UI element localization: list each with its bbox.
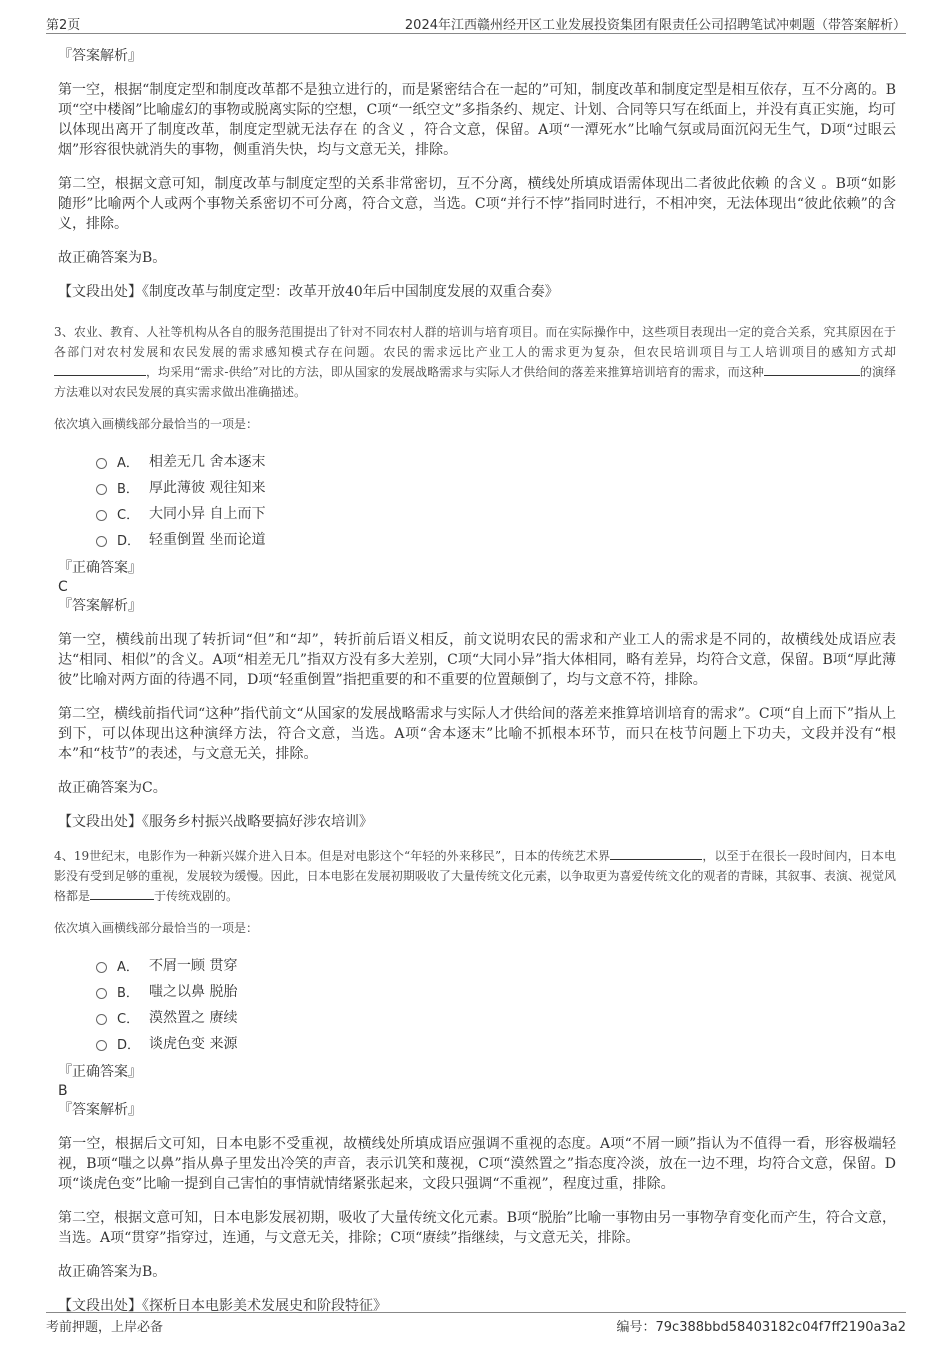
question-4-prompt: 依次填入画横线部分最恰当的一项是： (54, 921, 259, 935)
option-c[interactable]: C． 大同小异 自上而下 (96, 500, 896, 526)
page-footer (46, 1312, 906, 1334)
fill-blank-2 (764, 362, 860, 376)
q3-analysis-label: 『答案解析』 (58, 598, 142, 614)
option-d[interactable]: D． 谈虎色变 来源 (96, 1030, 896, 1056)
footer-slogan: 考前押题，上岸必备 (46, 1320, 164, 1335)
radio-button[interactable] (96, 536, 107, 547)
radio-button[interactable] (96, 458, 107, 469)
question-4-stem: 4、19世纪末，电影作为一种新兴媒介进入日本。但是对电影这个“年轻的外来移民”，日本的传统艺术界 ，以至于在很长一段时间内，日本电影没有受到足够的重视，发展较为缓慢。因此，日本电影在发展初期吸收了大量传统文化元素，以争取更为喜爱传统文化的观者的青睐，其叙事、表演、视觉风格都是 于传统戏剧的。 (54, 846, 896, 906)
document-title: 2024年江西赣州经开区工业发展投资集团有限责任公司招聘笔试冲刺题（带答案解析） (404, 18, 906, 33)
radio-button[interactable] (96, 988, 107, 999)
q4-source: 【文段出处】《探析日本电影美术发展史和阶段特征》 (58, 1298, 387, 1314)
page-number: 第2页 (46, 18, 81, 33)
option-b[interactable]: B． 厚此薄彼 观往知来 (96, 474, 896, 500)
q3-conclusion: 故正确答案为C。 (58, 780, 167, 796)
q3-answer: C (58, 579, 68, 595)
q4-analysis-para-2: 第二空，根据文意可知，日本电影发展初期，吸收了大量传统文化元素。B项“脱胎”比喻一事物由另一事物孕育变化而产生，符合文意，当选。A项“贯穿”指穿过，连通，与文意无关，排除；C项“赓续”指继续，与文意无关，排除。 (58, 1210, 896, 1246)
prev-source: 【文段出处】《制度改革与制度定型：改革开放40年后中国制度发展的双重合奏》 (58, 284, 559, 300)
prev-analysis-para-1: 第一空，根据“制度定型和制度改革都不是独立进行的，而是紧密结合在一起的”可知，制度改革和制度定型是相互依存，互不分离的。B项“空中楼阁”比喻虚幻的事物或脱离实际的空想，C项“一纸空文”多指条约、规定、计划、合同等只写在纸面上，并没有真正实施，均可以体现出离开了制度改革，制度定型就无法存在 的含义 ，符合文意，保留。A项“一潭死水”比喻气氛或局面沉闷无生气，D项“过眼云烟”形容很快就消失的事物，侧重消失快，均与文意无关，排除。 (58, 82, 896, 158)
question-4-options (96, 952, 896, 1056)
page-header (46, 12, 906, 34)
prev-analysis-para-2: 第二空，根据文意可知，制度改革与制度定型的关系非常密切，互不分离，横线处所填成语需体现出二者彼此依赖 的含义 。B项“如影随形”比喻两个人或两个事物关系密切不可分离，符合文意，当选。C项“并行不悖”指同时进行，不相冲突，无法体现出“彼此依赖”的含义，排除。 (58, 176, 896, 232)
radio-button[interactable] (96, 484, 107, 495)
q3-analysis-para-1: 第一空，横线前出现了转折词“但”和“却”，转折前后语义相反，前文说明农民的需求和产业工人的需求是不同的，故横线处成语应表达“相同、相似”的含义。A项“相差无几”指双方没有多大差别，C项“大同小异”指大体相同，略有差异，均符合文意，保留。B项“厚此薄彼”比喻对两方面的待遇不同，D项“轻重倒置”指把重要的和不重要的位置颠倒了，均与文意不符，排除。 (58, 632, 896, 688)
fill-blank-2 (90, 886, 154, 900)
radio-button[interactable] (96, 962, 107, 973)
question-3-prompt: 依次填入画横线部分最恰当的一项是： (54, 417, 259, 431)
radio-button[interactable] (96, 1040, 107, 1051)
option-d[interactable]: D． 轻重倒置 坐而论道 (96, 526, 896, 552)
q4-conclusion: 故正确答案为B。 (58, 1264, 167, 1280)
q3-answer-label: 『正确答案』 (58, 560, 142, 576)
document-code: 编号：79c388bbd58403182c04f7ff2190a3a2 (616, 1320, 906, 1335)
q4-analysis-para-1: 第一空，根据后文可知，日本电影不受重视，故横线处所填成语应强调不重视的态度。A项“不屑一顾”指认为不值得一看，形容极端轻视，B项“嗤之以鼻”指从鼻子里发出冷笑的声音，表示讥笑和蔑视，C项“漠然置之”指态度冷淡，放在一边不理，均符合文意，保留。D项“谈虎色变”比喻一提到自己害怕的事情就情绪紧张起来，文段只强调“不重视”，程度过重，排除。 (58, 1136, 896, 1192)
option-b[interactable]: B． 嗤之以鼻 脱胎 (96, 978, 896, 1004)
q4-analysis-label: 『答案解析』 (58, 1102, 142, 1118)
question-3-options (96, 448, 896, 552)
prev-analysis-label: 『答案解析』 (58, 48, 142, 64)
question-3-stem: 3、农业、教育、人社等机构从各自的服务范围提出了针对不同农村人群的培训与培育项目。而在实际操作中，这些项目表现出一定的竞合关系，究其原因在于各部门对农村发展和农民发展的需求感知模式存在问题。农民的需求远比产业工人的需求更为复杂，但农民培训项目与工人培训项目的感知方式却，均采用“需求-供给”对比的方法，即从国家的发展战略需求与实际人才供给间的落差来推算培训培育的需求，而这种 的演绎方法难以对农民发展的真实需求做出准确描述。 (54, 325, 896, 399)
fill-blank-1 (54, 362, 146, 376)
page-content (56, 44, 896, 1316)
q3-source: 【文段出处】《服务乡村振兴战略要搞好涉农培训》 (58, 814, 373, 830)
option-a[interactable]: A． 不屑一顾 贯穿 (96, 952, 896, 978)
option-c[interactable]: C． 漠然置之 赓续 (96, 1004, 896, 1030)
radio-button[interactable] (96, 510, 107, 521)
radio-button[interactable] (96, 1014, 107, 1025)
option-a[interactable]: A． 相差无几 舍本逐末 (96, 448, 896, 474)
fill-blank-1 (610, 846, 702, 860)
q3-analysis-para-2: 第二空，横线前指代词“这种”指代前文“从国家的发展战略需求与实际人才供给间的落差来推算培训培育的需求”。C项“自上而下”指从上到下，可以体现出这种演绎方法，符合文意，当选。A项“舍本逐末”比喻不抓根本环节，而只在枝节问题上下功夫，文段并没有“根本”和“枝节”的表述，与文意无关，排除。 (58, 706, 896, 762)
prev-conclusion: 故正确答案为B。 (58, 250, 167, 266)
q4-answer: B (58, 1083, 68, 1099)
q4-answer-label: 『正确答案』 (58, 1064, 142, 1080)
